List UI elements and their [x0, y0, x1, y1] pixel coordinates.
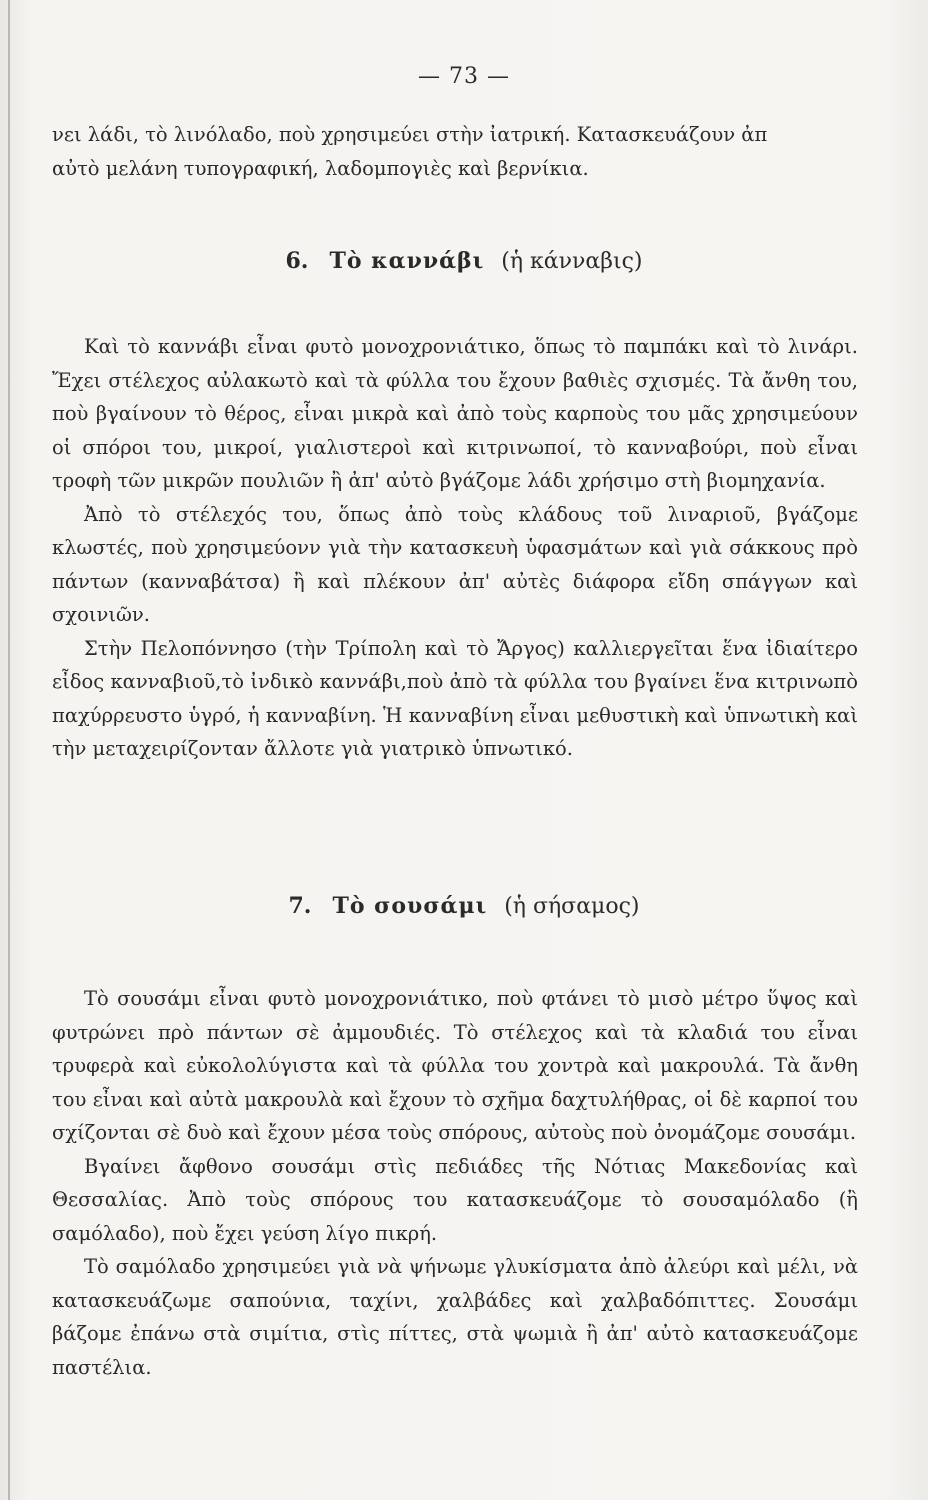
- section-6-paragraph-2: Ἀπὸ τὸ στέλεχός του, ὅπως ἀπὸ τοὺς κλάδους τοῦ λιναριοῦ, βγάζομε κλωστές, ποὺ χρησιμεύονν γιὰ τὴν κατασκευὴ ὑφασμάτων καὶ γιὰ σάκκους πρὸ πάντων (κανναβάτσα) ἢ καὶ πλέκουν ἀπ' αὐτὲς διάφορα εἴδη σπάγγων καὶ σχοινιῶν.: [52, 502, 858, 626]
- section-7-heading: [0, 893, 928, 919]
- section-6-paragraph-3: Στὴν Πελοπόννησο (τὴν Τρίπολη καὶ τὸ Ἄργος) καλλιεργεῖται ἕνα ἰδιαίτερο εἶδος κανναβιοῦ,τὸ ἰνδικὸ καννάβι,ποὺ ἀπὸ τὰ φύλλα του βγαίνει ἕνα κιτρινωπὸ παχύρρευστο ὑγρό, ἡ κανναβίνη. Ἡ κανναβίνη εἶναι μεθυστικὴ καὶ ὑπνωτικὴ καὶ τὴν μεταχειρίζονταν ἄλλοτε γιὰ γιατρικὸ ὑπνωτικό.: [52, 636, 858, 760]
- intro-line-1: νει λάδι, τὸ λινόλαδο, ποὺ χρησιμεύει στὴν ἰατρική. Κατασκευάζουν ἀπ: [52, 123, 768, 146]
- section-7-paragraph-3: Τὸ σαμόλαδο χρησιμεύει γιὰ νὰ ψήνωμε γλυκίσματα ἀπὸ ἀλεύρι καὶ μέλι, νὰ κατασκευάζωμε σαπούνια, ταχίνι, χαλβάδες καὶ χαλβαδόπιττες. Σουσάμι βάζομε ἐπάνω στὰ σιμίτια, στὶς πίττες, στὰ ψωμιὰ ἢ ἀπ' αὐτὸ κατασκευάζομε παστέλια.: [52, 1255, 858, 1379]
- section-6-body: [52, 330, 858, 766]
- section-7-subtitle: (ἡ σήσαμος): [504, 894, 640, 919]
- intro-text: [52, 118, 858, 185]
- section-6-heading: [0, 248, 928, 274]
- section-7-title: Τὸ σουσάμι: [332, 893, 488, 919]
- section-6-subtitle: (ἡ κάνναβις): [501, 249, 643, 274]
- page-number: — 73 —: [418, 64, 510, 89]
- section-7-body: [52, 982, 858, 1384]
- section-7-paragraph-1: Τὸ σουσάμι εἶναι φυτὸ μονοχρονιάτικο, ποὺ φτάνει τὸ μισὸ μέτρο ὕψος καὶ φυτρώνει πρὸ πάντων σὲ ἀμμουδιές. Τὸ στέλεχος καὶ τὰ κλαδιά του εἶναι τρυφερὰ καὶ εὐκολολύγιστα καὶ τὰ φύλλα του χοντρὰ καὶ μακρουλά. Τὰ ἄνθη του εἶναι καὶ αὐτὰ μακρουλὰ καὶ ἔχουν τὸ σχῆμα δαχτυλήθρας, οἱ δὲ καρποί του σχίζονται σὲ δυὸ καὶ ἔχουν μέσα τοὺς σπόρους, αὐτοὺς ποὺ ὀνομάζομε σουσάμι.: [52, 987, 858, 1144]
- section-6-title: Τὸ καννάβι: [329, 248, 485, 274]
- section-6-number: 6.: [285, 248, 309, 274]
- intro-line-2: αὐτὸ μελάνη τυπογραφική, λαδομπογιὲς καὶ βερνίκια.: [52, 156, 589, 180]
- page-edge: [8, 0, 10, 1500]
- section-6-paragraph-1: Καὶ τὸ καννάβι εἶναι φυτὸ μονοχρονιάτικο, ὅπως τὸ παμπάκι καὶ τὸ λινάρι. Ἔχει στέλεχος αὐλακωτὸ καὶ τὰ φύλλα του ἔχουν βαθιὲς σχισμές. Τὰ ἄνθη του, ποὺ βγαίνουν τὸ θέρος, εἶναι μικρὰ καὶ ἀπὸ τοὺς καρποὺς του μᾶς χρησιμεύουν οἱ σπόροι του, μικροί, γιαλιστεροὶ καὶ κιτρινωποί, τὸ κανναβούρι, ποὺ εἶναι τροφὴ τῶν μικρῶν πουλιῶν ἢ ἀπ' αὐτὸ βγάζομε λάδι χρήσιμο στὴ βιομηχανία.: [52, 335, 858, 492]
- section-7-paragraph-2: Βγαίνει ἄφθονο σουσάμι στὶς πεδιάδες τῆς Νότιας Μακεδονίας καὶ Θεσσαλίας. Ἀπὸ τοὺς σπόρους του κατασκευάζομε τὸ σουσαμόλαδο (ἢ σαμόλαδο), ποὺ ἔχει γεύση λίγο πικρή.: [52, 1154, 858, 1245]
- section-7-number: 7.: [288, 893, 312, 919]
